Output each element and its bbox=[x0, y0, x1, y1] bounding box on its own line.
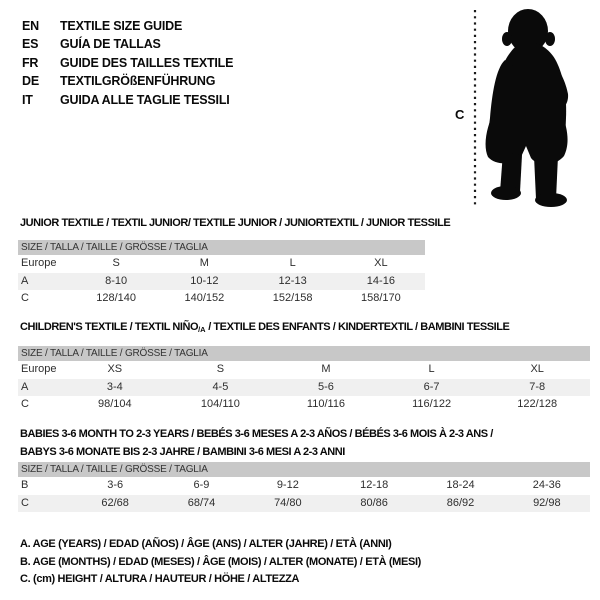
footnote-c: C. (cm) HEIGHT / ALTURA / HAUTEUR / HÖHE / ALTEZZA bbox=[20, 573, 300, 586]
table-row bbox=[18, 379, 590, 397]
row-label: B bbox=[21, 479, 29, 491]
language-title: GUIDE DES TAILLES TEXTILE bbox=[60, 55, 234, 70]
size-cell: 10-12 bbox=[190, 274, 219, 287]
size-header-bar: SIZE / TALLA / TAILLE / GRÖSSE / TAGLIA bbox=[18, 240, 425, 255]
toddler-silhouette-icon bbox=[420, 0, 590, 215]
size-cell: S bbox=[112, 257, 120, 269]
footnote-b: B. AGE (MONTHS) / EDAD (MESES) / ÂGE (MOIS) / ALTER (MONATE) / ETÀ (MESI) bbox=[20, 555, 421, 568]
size-cell: XS bbox=[107, 363, 123, 375]
children-section-heading bbox=[20, 321, 509, 334]
size-cell: 92/98 bbox=[533, 496, 561, 509]
babies-size-table bbox=[18, 462, 590, 512]
size-cell: 116/122 bbox=[412, 398, 452, 410]
size-cell: 8-10 bbox=[105, 274, 128, 287]
footnote-a: A. AGE (YEARS) / EDAD (AÑOS) / ÂGE (ANS) / ALTER (JAHRE) / ETÀ (ANNI) bbox=[20, 538, 392, 550]
size-cell: 12-13 bbox=[278, 274, 307, 287]
measure-label-c: C bbox=[455, 107, 465, 122]
babies-section-heading bbox=[20, 426, 493, 461]
size-cell: M bbox=[321, 363, 331, 375]
table-row bbox=[18, 255, 425, 273]
size-cell: 62/68 bbox=[101, 496, 129, 509]
children-size-table bbox=[18, 346, 590, 414]
children-heading-text: / TEXTILE DES ENFANTS / KINDERTEXTIL / BAMBINI TESSILE bbox=[205, 321, 510, 333]
size-cell: 12-18 bbox=[360, 479, 389, 491]
size-cell: 152/158 bbox=[272, 292, 313, 304]
row-label: Europe bbox=[21, 257, 57, 269]
language-row-en bbox=[22, 17, 233, 35]
language-row-fr bbox=[22, 54, 233, 72]
size-cell: 5-6 bbox=[318, 380, 334, 393]
size-cell: 158/170 bbox=[360, 292, 401, 304]
language-row-it bbox=[22, 91, 233, 109]
size-header-bar: SIZE / TALLA / TAILLE / GRÖSSE / TAGLIA bbox=[18, 346, 590, 361]
size-cell: 3-4 bbox=[106, 380, 123, 393]
size-cell: L bbox=[428, 363, 435, 375]
size-cell: 128/140 bbox=[96, 292, 136, 304]
size-cell: XL bbox=[530, 363, 544, 375]
table-row bbox=[18, 290, 425, 308]
size-cell: 104/110 bbox=[200, 398, 240, 410]
language-code: EN bbox=[22, 19, 39, 33]
language-title: TEXTILGRÖßENFÜHRUNG bbox=[60, 74, 216, 89]
size-cell: 18-24 bbox=[446, 479, 475, 491]
size-cell: 14-16 bbox=[366, 274, 395, 287]
table-row bbox=[18, 495, 590, 513]
language-title: TEXTILE SIZE GUIDE bbox=[60, 19, 183, 33]
babies-heading-line2: BABYS 3-6 MONATE BIS 2-3 JAHRE / BAMBINI 3-6 MESI A 2-3 ANNI bbox=[20, 445, 345, 458]
row-label: C bbox=[21, 496, 29, 509]
size-cell: S bbox=[216, 363, 225, 375]
junior-size-table bbox=[18, 240, 425, 308]
language-code: IT bbox=[22, 92, 33, 107]
size-cell: 7-8 bbox=[529, 380, 546, 393]
language-row-de bbox=[22, 72, 233, 90]
language-code: DE bbox=[22, 74, 39, 89]
size-cell: 122/128 bbox=[517, 398, 558, 410]
table-row bbox=[18, 396, 590, 414]
size-cell: 24-36 bbox=[532, 479, 561, 491]
row-label: A bbox=[21, 380, 29, 393]
size-cell: 9-12 bbox=[276, 479, 299, 491]
language-code: FR bbox=[22, 55, 39, 70]
row-label: Europe bbox=[21, 363, 57, 375]
size-cell: 68/74 bbox=[187, 496, 216, 509]
babies-heading-line1: BABIES 3-6 MONTH TO 2-3 YEARS / BEBÉS 3-6 MESES A 2-3 AÑOS / BÉBÉS 3-6 MOIS À 2-3 ANS / bbox=[20, 428, 493, 440]
children-heading-text: CHILDREN'S TEXTILE / TEXTIL NIÑO bbox=[20, 321, 199, 333]
row-label: C bbox=[21, 398, 29, 410]
language-code: ES bbox=[22, 37, 39, 52]
size-cell: 3-6 bbox=[107, 479, 124, 491]
size-cell: 140/152 bbox=[184, 292, 225, 304]
size-cell: 4-5 bbox=[212, 380, 229, 393]
language-title: GUÍA DE TALLAS bbox=[60, 37, 161, 52]
table-row bbox=[18, 477, 590, 495]
size-cell: 6-7 bbox=[423, 380, 440, 393]
size-cell: XL bbox=[374, 257, 388, 269]
language-row-es bbox=[22, 35, 233, 53]
row-label: A bbox=[21, 274, 29, 287]
language-title: GUIDA ALLE TAGLIE TESSILI bbox=[60, 92, 230, 107]
size-cell: 98/104 bbox=[97, 398, 132, 410]
table-row bbox=[18, 273, 425, 291]
row-label: C bbox=[21, 292, 29, 304]
language-title-list bbox=[22, 17, 233, 109]
size-cell: 86/92 bbox=[446, 496, 475, 509]
size-cell: 110/116 bbox=[306, 398, 346, 410]
size-header-bar: SIZE / TALLA / TAILLE / GRÖSSE / TAGLIA bbox=[18, 462, 590, 477]
footnote-list bbox=[20, 536, 421, 589]
size-cell: 80/86 bbox=[360, 496, 388, 509]
size-cell: L bbox=[289, 257, 296, 269]
size-cell: 6-9 bbox=[193, 479, 210, 491]
table-row bbox=[18, 361, 590, 379]
junior-section-heading: JUNIOR TEXTILE / TEXTIL JUNIOR/ TEXTILE JUNIOR / JUNIORTEXTIL / JUNIOR TESSILE bbox=[20, 217, 451, 229]
children-heading-subscript: /A bbox=[198, 325, 206, 334]
size-cell: 74/80 bbox=[274, 496, 302, 509]
size-cell: M bbox=[199, 257, 209, 269]
